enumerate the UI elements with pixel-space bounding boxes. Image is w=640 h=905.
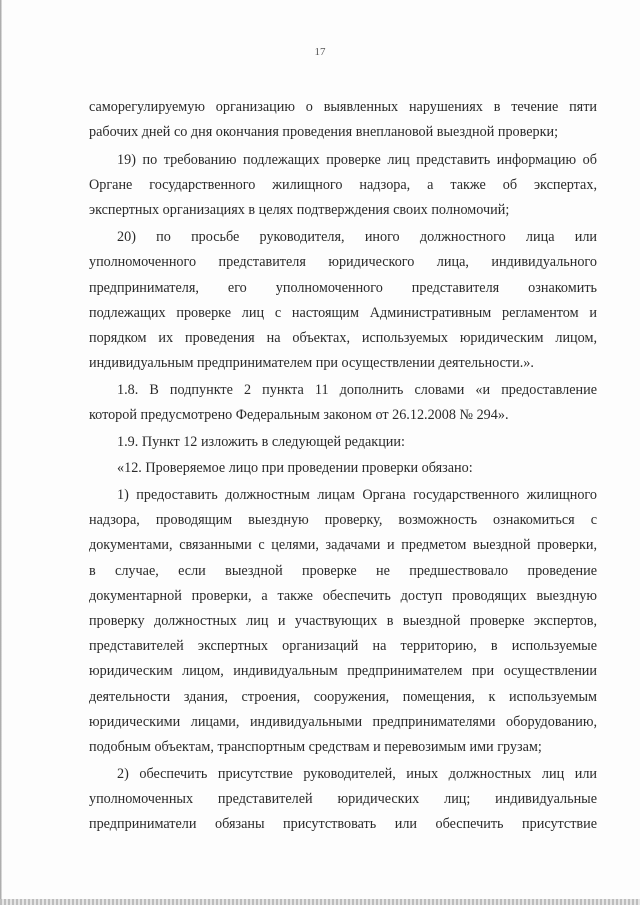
- text-line: 19) по требованию подлежащих проверке лиц представить информацию об: [117, 152, 597, 168]
- text-line: надзора, проводящим выездную проверку, возможность ознакомиться с: [89, 512, 597, 528]
- text-line: предприниматели обязаны присутствовать или обеспечить присутствие: [89, 816, 597, 832]
- text-line: подлежащих проверке лиц с настоящим Административным регламентом и: [89, 305, 597, 321]
- text-line: порядком их проведения на объектах, используемых юридическим лицом,: [89, 330, 597, 346]
- text-line: экспертных организациях в целях подтверждения своих полномочий;: [89, 202, 510, 218]
- scan-edge-bottom: [0, 899, 640, 905]
- text-line: которой предусмотрено Федеральным законом от 26.12.2008 № 294».: [89, 407, 509, 423]
- text-line: 2) обеспечить присутствие руководителей, иных должностных лиц или: [117, 766, 597, 782]
- text-line: индивидуальным предпринимателем при осуществлении деятельности.».: [89, 355, 534, 371]
- text-line: уполномоченных представителей юридических лиц; индивидуальные: [89, 791, 597, 807]
- text-line: деятельности здания, строения, сооружения, помещения, к используемым: [89, 689, 597, 705]
- text-line: саморегулируемую организацию о выявленных нарушениях в течение пяти: [89, 99, 597, 115]
- text-line: подобным объектам, транспортным средствам и перевозимым ими грузам;: [89, 739, 542, 755]
- text-line: в случае, если выездной проверке не предшествовало проведение: [89, 563, 597, 579]
- text-line: предпринимателя, его уполномоченного представителя ознакомить: [89, 280, 597, 296]
- text-line: представителей экспертных организаций на территорию, в используемые: [89, 638, 597, 654]
- text-line: «12. Проверяемое лицо при проведении проверки обязано:: [117, 460, 473, 476]
- text-line: 1.8. В подпункте 2 пункта 11 дополнить словами «и предоставление: [117, 382, 597, 398]
- text-line: юридическими лицами, индивидуальными предпринимателями оборудованию,: [89, 714, 597, 730]
- text-line: 1) предоставить должностным лицам Органа государственного жилищного: [117, 487, 597, 503]
- text-line: уполномоченного представителя юридического лица, индивидуального: [89, 254, 597, 270]
- text-line: проверку должностных лиц и участвующих в выездной проверке экспертов,: [89, 613, 597, 629]
- text-line: рабочих дней со дня окончания проведения внеплановой выездной проверки;: [89, 124, 559, 140]
- text-line: 1.9. Пункт 12 изложить в следующей редакции:: [117, 434, 405, 450]
- text-line: Органе государственного жилищного надзора, а также об экспертах,: [89, 177, 597, 193]
- text-line: документами, связанными с целями, задачами и предметом выездной проверки,: [89, 537, 597, 553]
- page-number: 17: [314, 46, 326, 58]
- text-line: документарной проверки, а также обеспечить доступ проводящих выездную: [89, 588, 597, 604]
- text-line: юридическим лицом, индивидуальным предпринимателем при осуществлении: [89, 663, 597, 679]
- scan-edge-left: [0, 0, 2, 905]
- text-line: 20) по просьбе руководителя, иного должностного лица или: [117, 229, 597, 245]
